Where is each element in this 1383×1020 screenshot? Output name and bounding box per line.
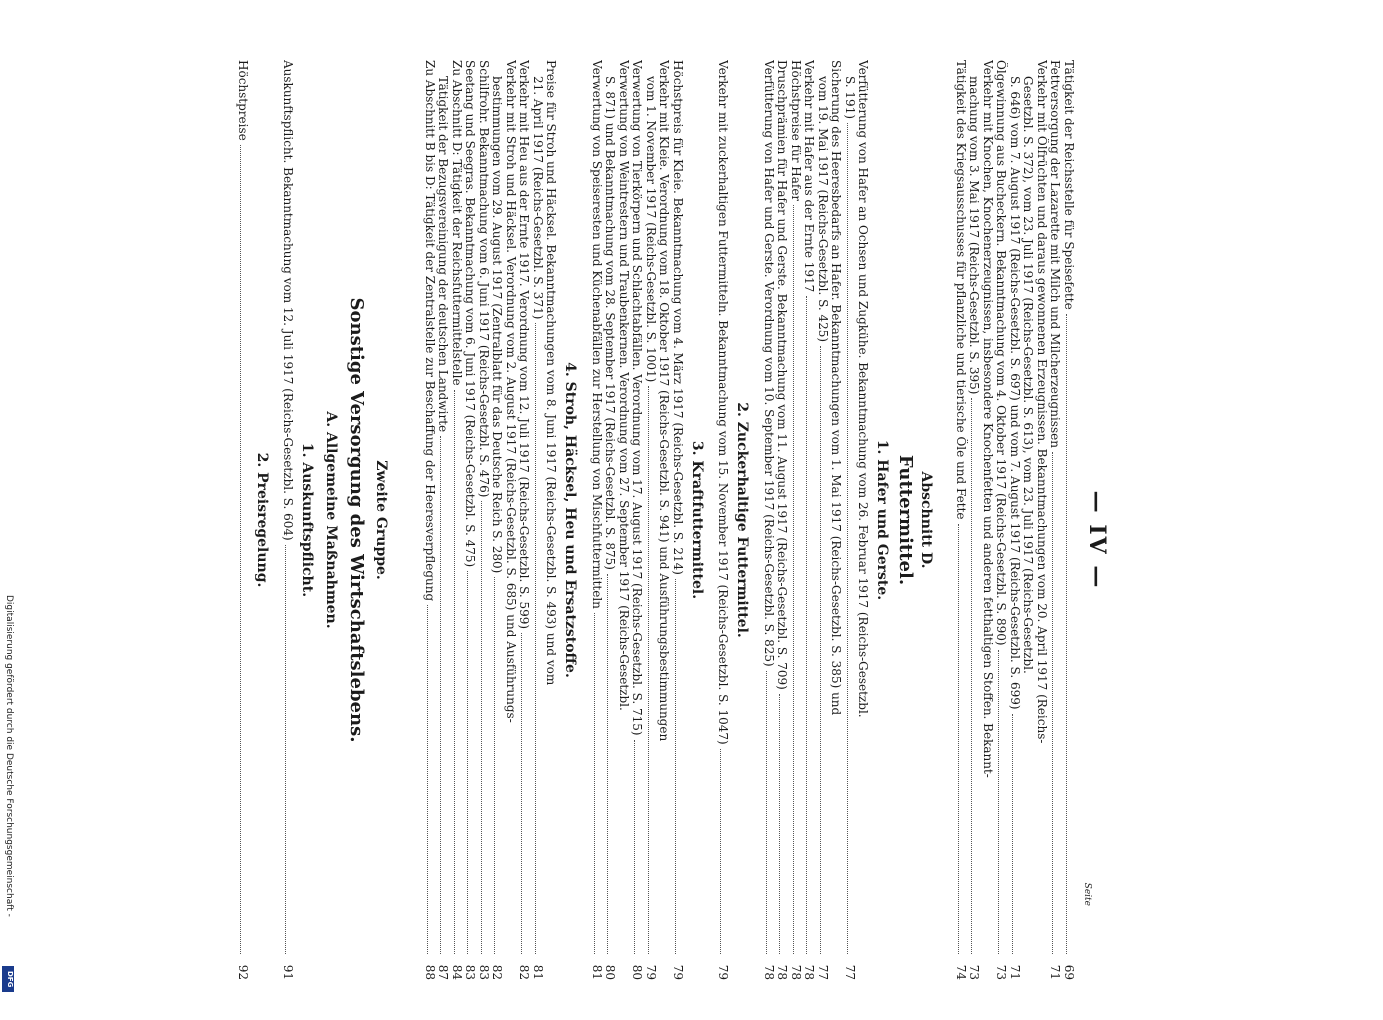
toc-entry-page: 83: [477, 964, 491, 980]
leader-dots: [454, 390, 464, 954]
toc-entry-page: 88: [423, 964, 437, 980]
leader-dots: [441, 436, 451, 954]
toc-entry-page: [830, 715, 844, 737]
toc-entry: [545, 60, 559, 980]
toc-entry-text: vom 1. November 1917 (Reichs-Gesetzbl. S. 1001): [644, 76, 658, 383]
group-subtitle: Sonstige Versorgung des Wirtschaftslebens.: [346, 297, 368, 743]
leader-dots: [240, 145, 250, 954]
toc-entry-text: vom 19. Mai 1917 (Reichs-Gesetzbl. S. 425): [816, 76, 830, 343]
toc-entry-text: Verkehr mit Stroh und Häcksel. Verordnung vom 2. August 1917 (Reichs-Gesetzbl. S. 685) und Ausführungs-: [504, 60, 518, 723]
toc-entry-text: Tätigkeit der Bezugsvereinigung der deutschen Landwirte: [436, 76, 451, 433]
leader-dots: [780, 694, 790, 954]
toc-entry: [531, 76, 545, 980]
toc-entry-page: 82: [490, 964, 505, 980]
toc-entry-text: Tätigkeit des Kriegsausschusses für pflanzliche und tierische Öle und Fette: [954, 60, 968, 520]
toc-entry: [803, 60, 817, 980]
toc-entry-text: Verfütterung von Hafer an Ochsen und Zugkühe. Bekanntmachung vom 26. Februar 1917 (Reichs-Gesetzbl.: [856, 60, 871, 718]
leader-dots: [648, 386, 658, 954]
toc-entry-page: 73: [994, 964, 1009, 980]
toc-entry: [437, 76, 451, 980]
toc-entry: [631, 60, 645, 980]
toc-entry: [995, 60, 1009, 980]
toc-entry: [477, 60, 491, 980]
toc-entry: [717, 60, 731, 980]
toc-entry-text: S. 191): [843, 76, 857, 120]
digitization-credit: Digitalisierung gefördert durch die Deutsche Forschungsgemeinschaft -: [4, 595, 14, 917]
toc-entry-page: 73: [967, 964, 982, 980]
toc-entry-page: 79: [716, 964, 731, 980]
leader-dots: [522, 633, 532, 954]
toc-entry-text: machung vom 3. Mai 1917 (Reichs-Gesetzbl. S. 395): [967, 76, 982, 395]
toc-entry-page: 69: [1062, 964, 1076, 980]
subsection-heading: 4. Stroh, Häcksel, Heu und Ersatzstoffe.: [562, 362, 579, 678]
toc-entry-page: 91: [281, 964, 296, 980]
toc-entry-page: 79: [671, 964, 685, 980]
toc-entry-page: [504, 723, 518, 745]
toc-entry-page: [981, 778, 995, 800]
toc-entry: [1035, 60, 1049, 980]
subsection-heading: 2. Preisregelung.: [254, 452, 270, 588]
toc-entry: [236, 60, 250, 980]
toc-entry: [450, 60, 464, 980]
toc-entry-page: [658, 741, 672, 763]
toc-entry: [857, 60, 871, 980]
toc-entry-text: Seetang und Seegras. Bekanntmachung vom 6. Juni 1917 (Reichs-Gesetzbl. S. 475): [463, 60, 478, 568]
leader-dots: [427, 605, 437, 954]
toc-entry-text: Verkehr mit Heu aus der Ernte 1917. Verordnung vom 12. Juli 1917 (Reichs-Gesetzbl. S. 599): [517, 60, 532, 630]
toc-entry-text: Zu Abschnitt B bis D: Tätigkeit der Zentralstelle zur Beschaffung der Heeresverpflegung: [423, 60, 437, 602]
toc-entry: [617, 60, 631, 980]
leader-dots: [793, 205, 803, 954]
toc-entry-page: 80: [630, 964, 645, 980]
toc-entry: [1062, 60, 1076, 980]
toc-entry: [590, 60, 604, 980]
toc-entry: [1049, 60, 1063, 980]
toc-entry-text: Preise für Stroh und Häcksel. Bekanntmachungen vom 8. Juni 1917 (Reichs-Gesetzbl. S. 493) und vom: [544, 60, 559, 686]
page-number: — IV —: [1084, 490, 1110, 590]
toc-entry: [981, 60, 995, 980]
toc-entry-text: Verkehr mit Kleie. Verordnung vom 18. Oktober 1917 (Reichs-Gesetzbl. S. 941) und Ausführungsbestimmungen: [657, 60, 672, 742]
toc-entry: [658, 60, 672, 980]
leader-dots: [495, 577, 505, 954]
toc-entry-page: 78: [762, 964, 776, 980]
toc-entry-text: Schilfrohr. Bekanntmachung vom 6. Juni 1917 (Reichs-Gesetzbl. S. 476): [477, 60, 491, 498]
subsection-heading: 3. Kraftfuttermittel.: [689, 440, 705, 600]
toc-entry-page: 87: [436, 964, 451, 980]
toc-entry-text: Höchstpreise: [236, 60, 250, 141]
toc-entry: [816, 76, 830, 980]
toc-entry: [671, 60, 685, 980]
toc-entry-page: 71: [1048, 964, 1063, 980]
toc-entry: [954, 60, 968, 980]
toc-entry-page: 74: [954, 964, 968, 980]
toc-entry-text: Sicherung des Heeresbedarfs an Hafer. Bekanntmachungen vom 1. Mai 1917 (Reichs-Gesetzbl. S. 385) und: [829, 60, 844, 716]
leader-dots: [1012, 714, 1022, 954]
toc-entry: [464, 60, 478, 980]
toc-entry-page: 81: [590, 964, 604, 980]
toc-entry: [1022, 76, 1036, 980]
toc-entry: [776, 60, 790, 980]
toc-entry: [423, 60, 437, 980]
leader-dots: [721, 749, 731, 954]
subsection-heading: 1. Hafer und Gerste.: [874, 439, 891, 601]
toc-entry-text: Verkehr mit Hafer aus der Ernte 1917: [802, 60, 817, 293]
leader-dots: [972, 398, 982, 954]
leader-dots: [999, 650, 1009, 954]
leader-dots: [675, 579, 685, 954]
toc-entry-text: Verkehr mit zuckerhaltigen Futtermitteln. Bekanntmachung vom 15. November 1917 (Reichs-Gesetzbl. S. 1047): [716, 60, 731, 745]
leader-dots: [481, 501, 491, 954]
subsection-heading: 1. Auskunftspflicht.: [299, 442, 316, 598]
toc-entry-text: Druschprämien für Hafer und Gerste. Bekanntmachung vom 11. August 1917 (Reichs-Gesetzbl. S. 709): [775, 60, 790, 690]
toc-entry: [968, 76, 982, 980]
toc-entry-text: S. 871) und Bekanntmachung vom 28. September 1917 (Reichs-Gesetzbl. S. 875): [603, 76, 618, 570]
dfg-logo: DFG: [2, 966, 14, 992]
leader-dots: [608, 574, 618, 954]
leader-dots: [1066, 314, 1076, 954]
toc-entry-page: 78: [802, 964, 817, 980]
toc-entry-page: [1022, 674, 1036, 696]
toc-entry-page: [857, 718, 871, 740]
toc-entry-page: 77: [843, 964, 857, 980]
toc-entry-page: 81: [531, 964, 545, 980]
toc-entry: [518, 60, 532, 980]
toc-entry-text: 21. April 1917 (Reichs-Gesetzbl. S. 371): [531, 76, 545, 320]
toc-entry-page: 79: [644, 964, 658, 980]
toc-entry: [644, 76, 658, 980]
toc-entry: [504, 60, 518, 980]
toc-entry-page: 71: [1008, 964, 1022, 980]
toc-entry-page: 84: [450, 964, 464, 980]
leader-dots: [468, 571, 478, 954]
leader-dots: [847, 123, 857, 954]
toc-entry-page: 83: [463, 964, 478, 980]
toc-entry-page: 77: [816, 964, 830, 980]
rotated-content: [150, 60, 1110, 980]
leader-dots: [535, 323, 545, 954]
toc-entry-text: S. 646) vom 7. August 1917 (Reichs-Gesetzbl. S. 697) und vom 7. August 1917 (Reichs-Gesetzbl. S. 699): [1008, 76, 1022, 710]
toc-entry: [491, 76, 505, 980]
toc-entry-page: 82: [517, 964, 532, 980]
toc-entry-text: Höchstpreis für Kleie. Bekanntmachung vom 4. März 1917 (Reichs-Gesetzbl. S. 214): [671, 60, 685, 575]
toc-entry-text: Höchstpreise für Hafer: [789, 60, 803, 202]
toc-entry-page: [545, 685, 559, 707]
toc-entry: [843, 76, 857, 980]
leader-dots: [594, 613, 604, 954]
subsection-heading: 2. Zuckerhaltige Futtermittel.: [734, 402, 751, 638]
toc-entry-text: Verkehr mit Ölfrüchten und daraus gewonnenen Erzeugnissen. Bekanntmachungen vom 20. April 1917 (Reichs-: [1035, 60, 1049, 744]
toc-entry-text: Verwertung von Speiseresten und Küchenabfällen zur Herstellung von Mischfuttermitteln: [590, 60, 604, 609]
toc-entry: [830, 60, 844, 980]
leader-dots: [766, 671, 776, 954]
seite-label: Seite: [1082, 882, 1092, 906]
toc-entry-text: Zu Abschnitt D: Tätigkeit der Reichsfuttermittelstelle: [450, 60, 464, 386]
leader-dots: [635, 740, 645, 954]
toc-entry: [762, 60, 776, 980]
toc-entry-text: Verwertung von Tierkörpern und Schlachtabfällen. Verordnung vom 17. August 1917 (Reichs-Gesetzbl. S. 715): [630, 60, 645, 736]
toc-entry: [604, 76, 618, 980]
toc-entry-text: Verfütterung von Hafer und Gerste. Verordnung vom 10. September 1917 (Reichs-Gesetzbl. S. 825): [762, 60, 776, 667]
toc-entry-text: Fettversorgung der Lazarette mit Milch und Milcherzeugnissen: [1048, 60, 1063, 448]
leader-dots: [958, 524, 968, 954]
toc-entry-page: [1035, 743, 1049, 765]
leader-dots: [807, 296, 817, 954]
toc-entry-text: bestimmungen vom 29. August 1917 (Zentralblatt für das Deutsche Reich S. 280): [490, 76, 505, 574]
leader-dots: [820, 346, 830, 954]
toc-entry-text: Verwertung von Weintrestern und Traubenkernen. Verordnung vom 27. September 1917 (Reichs-Gesetzbl.: [617, 60, 631, 711]
toc-entry-text: Gesetzbl. S. 372), vom 23. Juli 1917 (Reichs-Gesetzbl. S. 613), vom 23. Juli 1917 (Reichs-Gesetzbl.: [1021, 76, 1036, 674]
toc-entry-page: 80: [603, 964, 618, 980]
toc-entry-page: 78: [789, 964, 803, 980]
toc-entry-page: 92: [236, 964, 250, 980]
section-a-title: A. Allgemeine Maßnahmen.: [323, 411, 340, 629]
section-d-subtitle: Futtermittel.: [895, 454, 917, 586]
toc-entry-text: Auskunftspflicht. Bekanntmachung vom 12. Juli 1917 (Reichs-Gesetzbl. S. 604): [281, 60, 296, 541]
toc-entry-text: Tätigkeit der Reichsstelle für Speisefette: [1062, 60, 1076, 310]
toc-entry: [282, 60, 296, 980]
toc-entry-page: 78: [775, 964, 790, 980]
toc-entry-page: [617, 711, 631, 733]
toc-entry-text: Ölgewinnung aus Bucheckern. Bekanntmachung vom 4. Oktober 1917 (Reichs-Gesetzbl. S. 890): [994, 60, 1009, 646]
toc-entry: [1008, 76, 1022, 980]
toc-entry: [789, 60, 803, 980]
leader-dots: [1053, 452, 1063, 954]
section-d-title: Abschnitt D.: [918, 471, 935, 569]
toc-entry-text: Verkehr mit Knochen, Knochenerzeugnissen, insbesondere Knochenfetten und anderen fetthaltigen Stoffen. Bekannt-: [981, 60, 995, 778]
group-title: Zweite Gruppe.: [373, 460, 390, 580]
leader-dots: [286, 545, 296, 954]
